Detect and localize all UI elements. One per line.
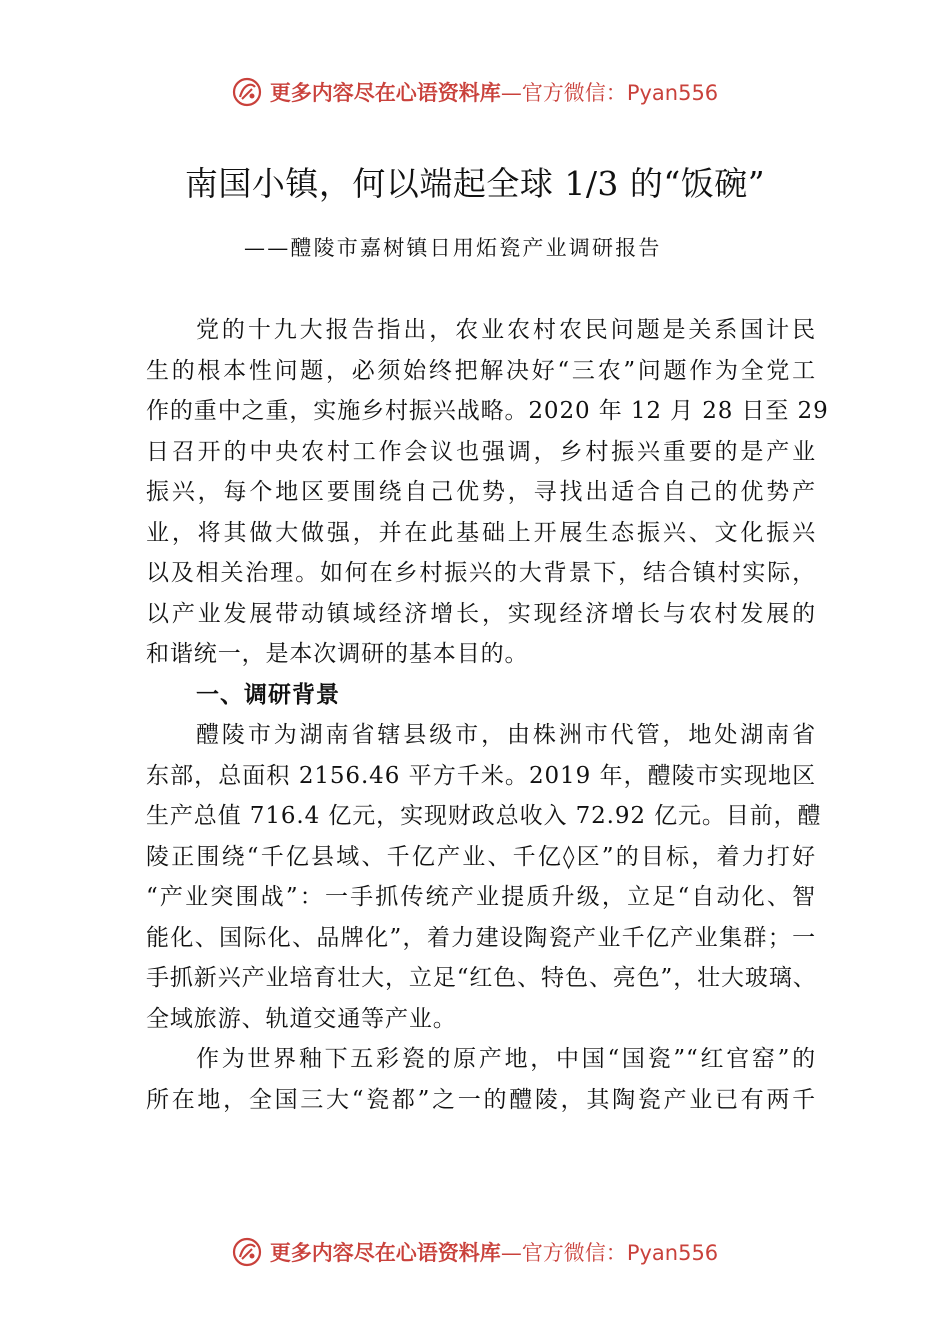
logo-icon <box>232 1237 262 1267</box>
paragraph-line: 作的重中之重，实施乡村振兴战略。2020 年 12 月 28 日至 29 <box>146 398 829 424</box>
paragraph-line: 所在地，全国三大“瓷都”之一的醴陵，其陶瓷产业已有两千 <box>146 1086 816 1113</box>
banner-part1: 更多内容尽在心语资料库 <box>269 81 501 105</box>
section-heading: 一、调研背景 <box>196 681 340 708</box>
paragraph-line: 党的十九大报告指出，农业农村农民问题是关系国计民 <box>196 317 816 343</box>
banner-part3: Pyan556 <box>626 1241 719 1265</box>
document-title: 南国小镇，何以端起全球 1/3 的“饭碗” <box>184 164 766 203</box>
paragraph-line: 生的根本性问题，必须始终把解决好“三农”问题作为全党工 <box>146 357 816 384</box>
footer-banner <box>0 1232 950 1272</box>
logo-icon <box>232 77 262 107</box>
paragraph-line: 振兴，每个地区要围绕自己优势，寻找出适合自己的优势产 <box>146 479 816 505</box>
paragraph-line: 作为世界釉下五彩瓷的原产地，中国“国瓷”“红官窑”的 <box>196 1046 816 1072</box>
paragraph-line: 和谐统一，是本次调研的基本目的。 <box>146 641 529 667</box>
paragraph-line: 以及相关治理。如何在乡村振兴的大背景下，结合镇村实际， <box>146 560 816 586</box>
banner-part2: —官方微信： <box>500 1241 627 1265</box>
paragraph-line: 手抓新兴产业培育壮大，立足“红色、特色、亮色”，壮大玻璃、 <box>146 965 817 991</box>
paragraph-line: 业，将其做大做强，并在此基础上开展生态振兴、文化振兴 <box>146 519 816 546</box>
document-subtitle: ——醴陵市嘉树镇日用炻瓷产业调研报告 <box>244 236 662 260</box>
header-banner <box>0 72 950 112</box>
paragraph-line: 以产业发展带动镇域经济增长，实现经济增长与农村发展的 <box>146 600 816 627</box>
paragraph-line: 醴陵市为湖南省辖县级市，由株洲市代管，地处湖南省 <box>196 722 816 748</box>
paragraph-line: 陵正围绕“千亿县域、千亿产业、千亿◊区”的目标，着力打好 <box>146 843 816 870</box>
banner-part3: Pyan556 <box>626 81 719 105</box>
paragraph-line: “产业突围战”：一手抓传统产业提质升级，立足“自动化、智 <box>146 884 816 910</box>
banner-text <box>270 77 718 107</box>
paragraph-line: 日召开的中央农村工作会议也强调，乡村振兴重要的是产业 <box>146 438 816 465</box>
paragraph-line: 生产总值 716.4 亿元，实现财政总收入 72.92 亿元。目前，醴 <box>146 803 822 829</box>
paragraph-line: 东部，总面积 2156.46 平方千米。2019 年，醴陵市实现地区 <box>146 762 816 789</box>
document-body <box>146 310 829 1120</box>
banner-part1: 更多内容尽在心语资料库 <box>269 1241 501 1265</box>
banner-part2: —官方微信： <box>500 81 627 105</box>
paragraph-line: 能化、国际化、品牌化”，着力建设陶瓷产业千亿产业集群；一 <box>146 924 816 951</box>
banner-text <box>270 1237 718 1267</box>
paragraph-line: 全域旅游、轨道交通等产业。 <box>146 1005 457 1032</box>
